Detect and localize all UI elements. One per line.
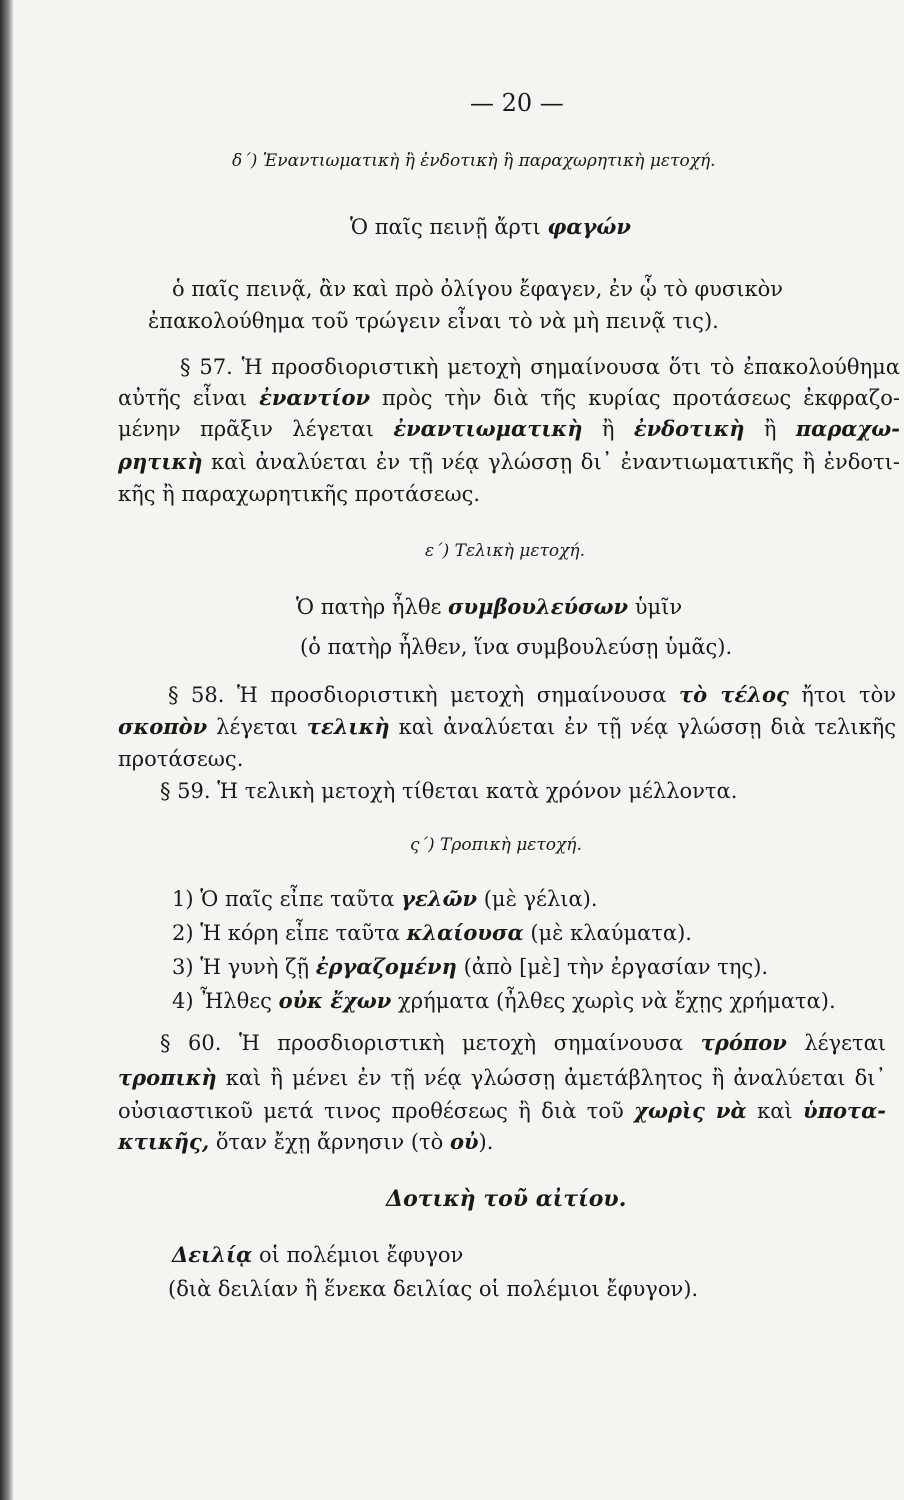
term: ἐναντιωματικὴ	[393, 416, 583, 441]
section-heading-dative: Δοτικὴ τοῦ αἰτίου.	[386, 1186, 627, 1212]
paragraph-57-line: § 57. Ἡ προσδιοριστικὴ μετοχὴ σημαίνουσα ὅτι τὸ ἐπακολούθημα	[180, 355, 900, 379]
term: παραχω-	[795, 416, 900, 441]
term: τροπικὴ	[118, 1065, 217, 1090]
participle: κλαίουσα	[406, 920, 524, 945]
gloss-line: ἐπακολούθημα τοῦ τρώγειν εἶναι τὸ νὰ μὴ πεινᾷ τις).	[148, 309, 719, 333]
term: οὐ	[449, 1129, 479, 1154]
paragraph-57-line: κῆς ἢ παραχωρητικῆς προτάσεως.	[118, 482, 481, 506]
page-number: — 20 —	[470, 89, 564, 117]
paragraph-57-line: μένην πρᾶξιν λέγεται ἐναντιωματικὴ ἢ ἐνδοτικὴ ἢ παραχω-	[118, 416, 900, 441]
term: ἐνδοτικὴ	[633, 416, 745, 441]
term: τὸ τέλος	[679, 682, 789, 707]
section-heading-epsilon: ε΄) Τελικὴ μετοχή.	[425, 541, 585, 561]
paragraph-60-line: τροπικὴ καὶ ἢ μένει ἐν τῇ νέᾳ γλώσσῃ ἀμετάβλητος ἢ ἀναλύεται δι᾿	[118, 1065, 886, 1090]
example-delta	[350, 212, 631, 242]
example-item: 1) Ὁ παῖς εἶπε ταῦτα γελῶν (μὲ γέλια).	[172, 886, 598, 911]
gloss-line: (διὰ δειλίαν ἢ ἕνεκα δειλίας οἱ πολέμιοι ἔφυγον).	[168, 1277, 699, 1301]
paragraph-58-line: προτάσεως.	[118, 747, 244, 771]
gloss-line: (ὁ πατὴρ ἦλθεν, ἵνα συμβουλεύσῃ ὑμᾶς).	[300, 635, 733, 659]
paragraph-60-line: κτικῆς, ὅταν ἔχῃ ἄρνησιν (τὸ οὐ).	[118, 1129, 494, 1154]
participle: ἐργαζομένη	[315, 954, 457, 979]
term: τελικὴ	[306, 714, 390, 739]
paragraph-58-line: σκοπὸν λέγεται τελικὴ καὶ ἀναλύεται ἐν τῇ νέᾳ γλώσσῃ διὰ τελικῆς	[118, 714, 896, 739]
participle: φαγών	[547, 214, 631, 239]
paragraph-59: § 59. Ἡ τελικὴ μετοχὴ τίθεται κατὰ χρόνον μέλλοντα.	[160, 779, 738, 803]
example-item: 2) Ἡ κόρη εἶπε ταῦτα κλαίουσα (μὲ κλαύματα).	[172, 920, 692, 945]
term: χωρὶς νὰ	[634, 1098, 747, 1123]
example-item: 4) Ἦλθες οὐκ ἔχων χρήματα (ἦλθες χωρὶς νὰ ἔχῃς χρήματα).	[172, 988, 836, 1013]
paragraph-57-line: ρητικὴ καὶ ἀναλύεται ἐν τῇ νέᾳ γλώσσῃ δι᾿ ἐναντιωματικῆς ἢ ἐνδοτι-	[118, 449, 900, 474]
paragraph-60-line: § 60. Ἡ προσδιοριστικὴ μετοχὴ σημαίνουσα τρόπον λέγεται	[160, 1030, 887, 1055]
paragraph-60-line: οὐσιαστικοῦ μετά τινος προθέσεως ἢ διὰ τοῦ χωρὶς νὰ καὶ ὑποτα-	[118, 1098, 886, 1123]
section-heading-delta: δ΄) Ἐναντιωματικὴ ἢ ἐνδοτικὴ ἢ παραχωρητικὴ μετοχή.	[232, 151, 716, 171]
participle: γελῶν	[401, 886, 478, 911]
paragraph-58-line: § 58. Ἡ προσδιοριστικὴ μετοχὴ σημαίνουσα τὸ τέλος ἤτοι τὸν	[168, 682, 896, 707]
gloss-line: ὁ παῖς πεινᾷ, ἂν καὶ πρὸ ὀλίγου ἔφαγεν, ἐν ᾧ τὸ φυσικὸν	[172, 277, 784, 301]
participle: συμβουλεύσων	[448, 594, 629, 619]
example-text: Ὁ παῖς πεινῇ ἄρτι	[350, 215, 548, 239]
example-item: 3) Ἡ γυνὴ ζῇ ἐργαζομένη (ἀπὸ [μὲ] τὴν ἐργασίαν της).	[172, 954, 769, 979]
term: κτικῆς,	[118, 1129, 210, 1154]
example-epsilon: Ὁ πατὴρ ἦλθε συμβουλεύσων ὑμῖν	[296, 594, 683, 619]
page-spine-shadow	[0, 0, 14, 1500]
term: σκοπὸν	[118, 714, 208, 739]
term: ρητικὴ	[118, 449, 203, 474]
paragraph-57-line: αὐτῆς εἶναι ἐναντίον πρὸς τὴν διὰ τῆς κυρίας προτάσεως ἐκφραζο-	[118, 385, 900, 410]
participle: οὐκ ἔχων	[278, 988, 392, 1013]
term: ὑποτα-	[803, 1098, 886, 1123]
term: τρόπον	[700, 1030, 787, 1055]
example-dative: Δειλίᾳ οἱ πολέμιοι ἔφυγον	[172, 1242, 464, 1267]
term: ἐναντίον	[259, 385, 371, 410]
term: Δειλίᾳ	[172, 1242, 253, 1267]
section-heading-zeta: ς΄) Τροπικὴ μετοχή.	[410, 835, 582, 855]
